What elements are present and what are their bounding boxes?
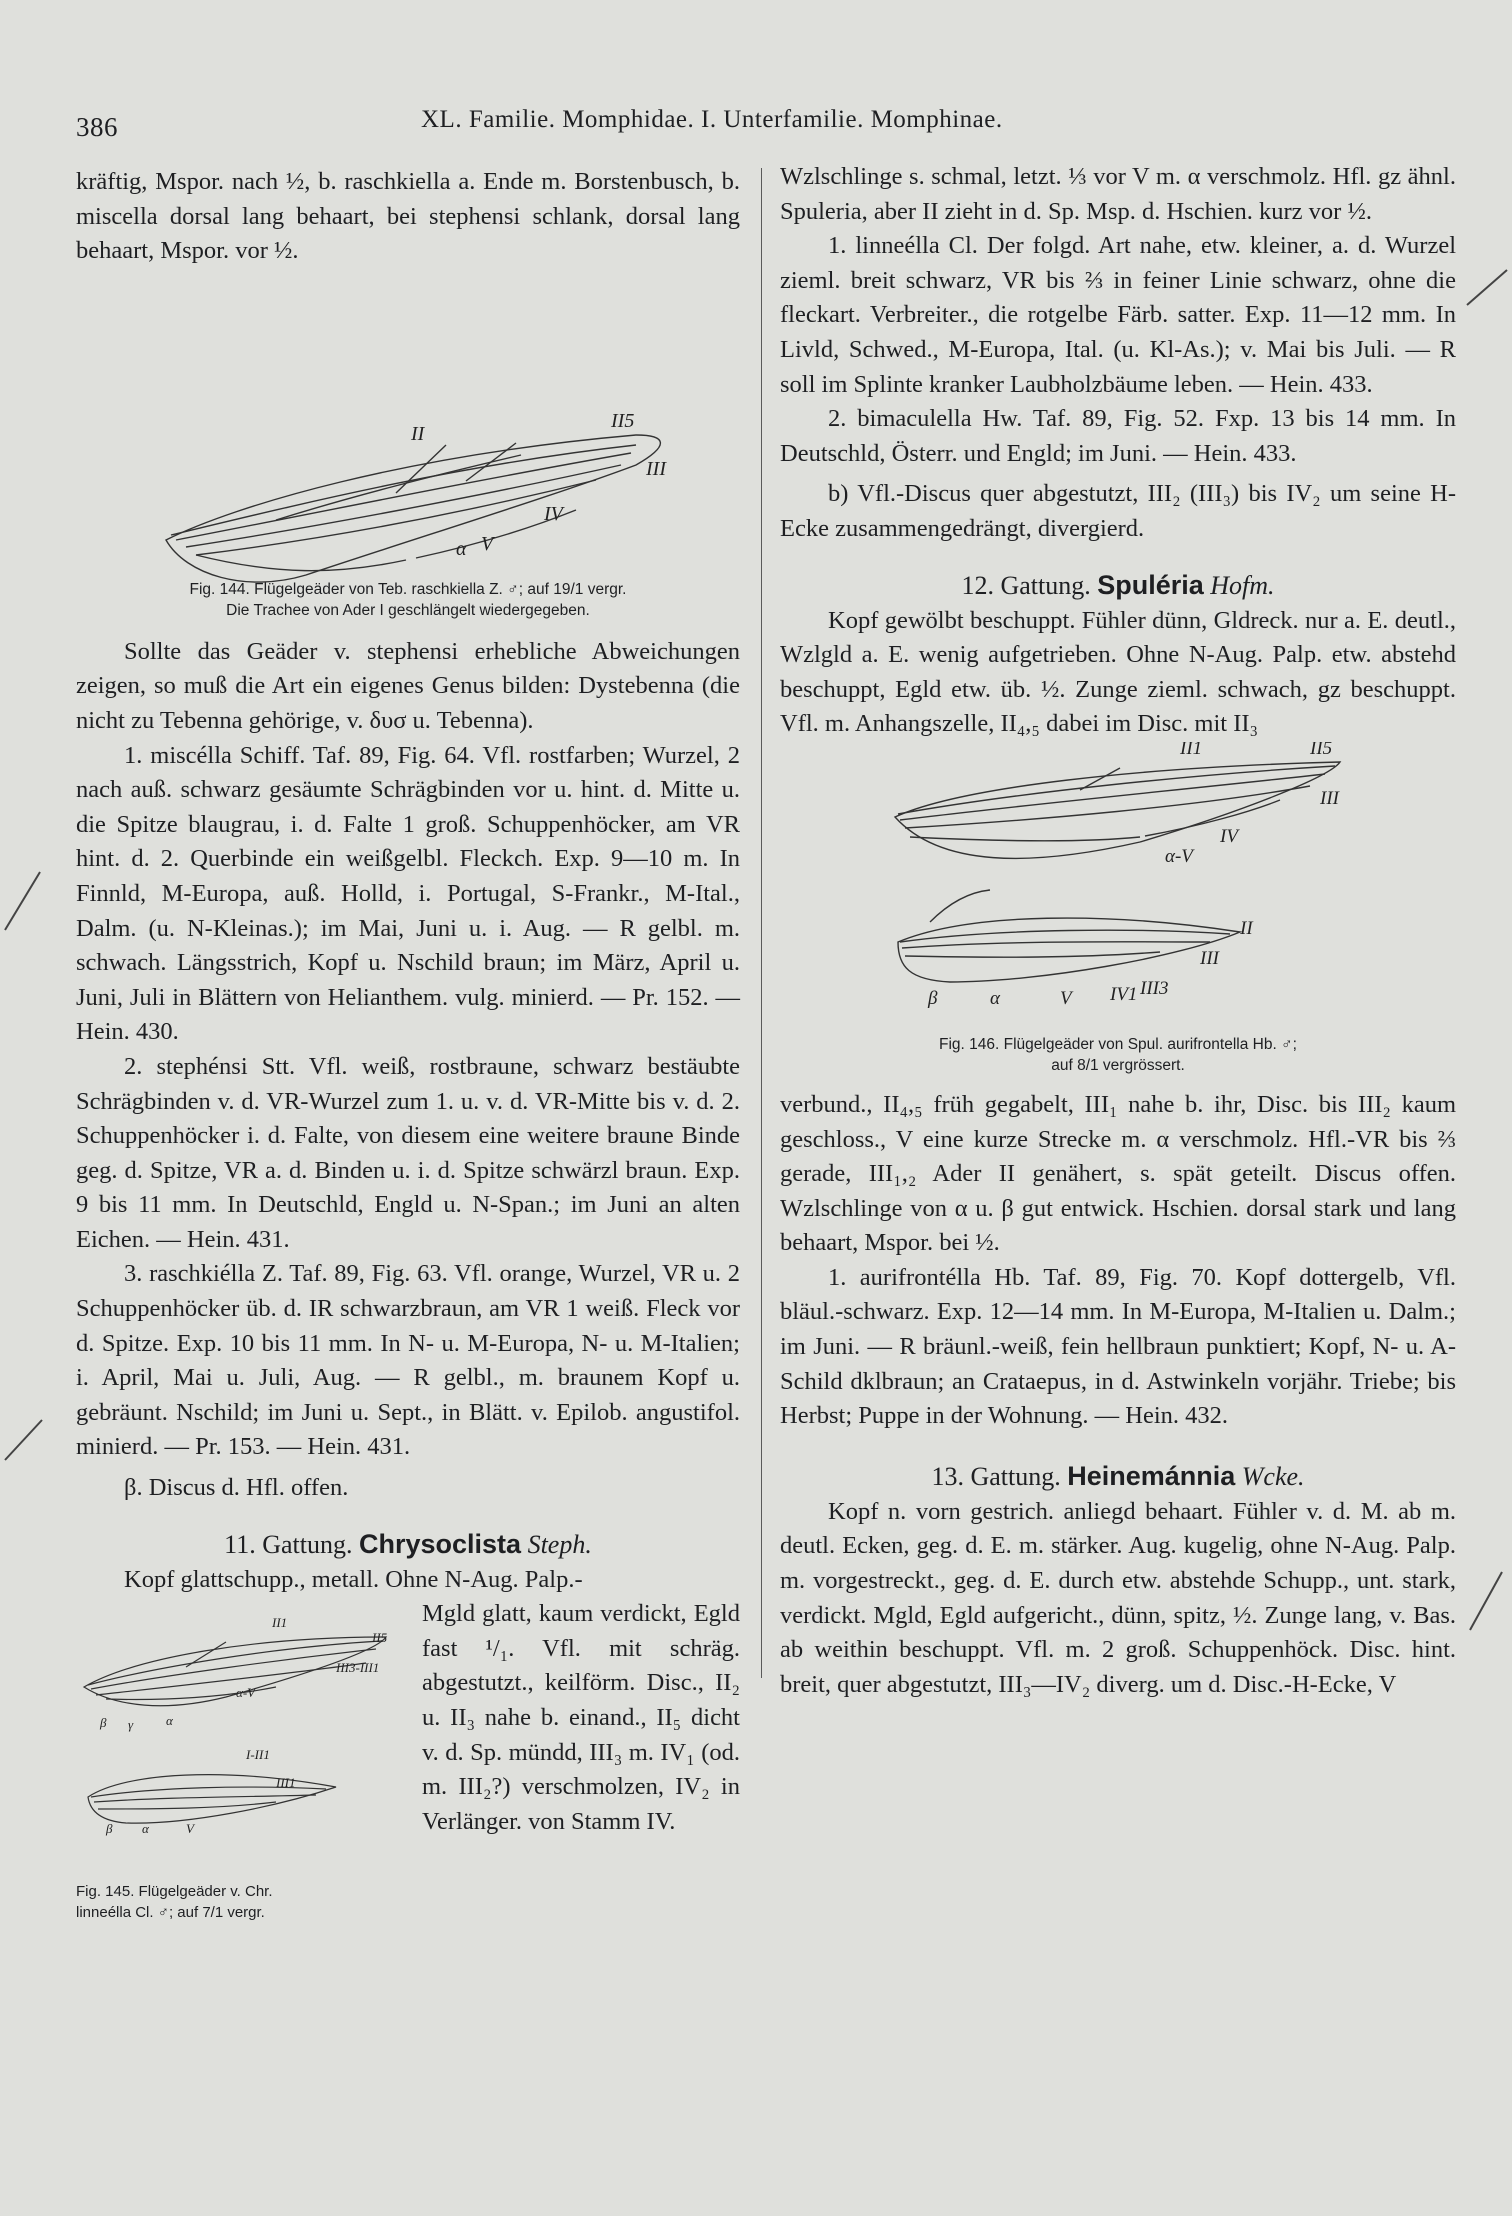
- vein-label: III: [1320, 787, 1339, 809]
- paragraph-right-3: verbund., II₄,₅ früh gegabelt, III₁ nahe b. ihr, Disc. bis III₂ kaum geschloss., V eine kurze Strecke m. α verschmolz. Hfl.-VR bis ⅔ gerade, III₁,₂ Ader II genähert, s. spät geteilt. Discus offen. Wzlschlinge von α u. β gut entwick. Hschien. dorsal stark und lang behaart, Mspor. bei ½.: [780, 1090, 1456, 1257]
- vein-label: II5: [611, 409, 635, 432]
- genus-number: 12. Gattung.: [961, 570, 1091, 600]
- species-aurifrontella: 1. aurifrontélla Hb. Taf. 89, Fig. 70. Kopf dottergelb, Vfl. bläul.-schwarz. Exp. 12—14 mm. In M-Europa, M-Italien u. Dalm.; im Juni. — R bräunl.-weiß, fein hellbraun punktiert; Kopf, N- u. A-Schild dklbraun; an Crataepus, in d. Astwinkeln vorjähr. Triebe; bis Herbst; Puppe in der Wohnung. — Hein. 432.: [780, 1263, 1456, 1430]
- page-number: 386: [76, 112, 118, 142]
- paragraph-left-1: kräftig, Mspor. nach ½, b. raschkiella a. Ende m. Borstenbusch, b. miscella dorsal lang behaart, bei stephensi schlank, dorsal lang behaart, Mspor. vor ½.: [76, 168, 740, 265]
- figure-145-block: [76, 1597, 740, 1937]
- vein-label: α-V: [1165, 845, 1193, 867]
- genus-number: 11. Gattung.: [224, 1529, 353, 1559]
- pencil-mark: [0, 1390, 50, 1470]
- figure-145-caption-2: linneélla Cl. ♂; auf 7/1 vergr.: [76, 1904, 265, 1922]
- vein-label: β: [928, 987, 938, 1009]
- figure-145-caption: Fig. 145. Flügelgeäder v. Chr.: [76, 1883, 273, 1901]
- vein-label: α-V: [236, 1685, 256, 1701]
- right-column: [780, 160, 1456, 1702]
- figure-144-caption-2: Die Trachee von Ader I geschlängelt wiedergegeben.: [226, 601, 590, 619]
- vein-label: α: [166, 1713, 173, 1729]
- genus-heading-11: [76, 1526, 740, 1563]
- vein-label: α: [456, 537, 467, 560]
- figure-144-caption: Fig. 144. Flügelgeäder von Teb. raschkiella Z. ♂; auf 19/1 vergr.: [189, 580, 627, 598]
- vein-label: IV: [544, 502, 563, 525]
- wing-venation-144: [76, 275, 740, 615]
- figure-146-caption: Fig. 146. Flügelgeäder von Spul. aurifrontella Hb. ♂;: [939, 1035, 1297, 1053]
- vein-label: α: [990, 987, 1000, 1009]
- species-raschkiella: 3. raschkiélla Z. Taf. 89, Fig. 63. Vfl. orange, Wurzel, VR u. 2 Schuppenhöcker üb. d. IR schwarzbraun, am VR 1 weiß. Fleck vor d. Spitze. Exp. 10 bis 11 mm. In N- u. M-Europa, N- u. M-Italien; i. April, Mai u. Juli, Aug. — R gelbl., m. braunem Kopf u. gebräunt. Nschild; im Juni u. Sept., in Blätt. v. Epilob. angustifol. minierd. — Pr. 153. — Hein. 431.: [76, 1260, 740, 1461]
- column-divider: [761, 168, 762, 1678]
- wing-venation-146: [780, 742, 1456, 1042]
- paragraph-left-3: Kopf glattschupp., metall. Ohne N-Aug. Palp.-: [124, 1565, 583, 1593]
- vein-label: V: [186, 1821, 194, 1837]
- vein-label: III3: [1140, 977, 1169, 999]
- section-b: b) Vfl.-Discus quer abgestutzt, III₂ (III₃) bis IV₂ um seine H-Ecke zusammengedrängt, divergierd.: [780, 480, 1456, 542]
- vein-label: III: [1200, 947, 1219, 969]
- species-bimaculella: 2. bimaculella Hw. Taf. 89, Fig. 52. Fxp. 13 bis 14 mm. In Deutschld, Österr. und Engld; im Juni. — Hein. 433.: [780, 405, 1456, 467]
- vein-label: β: [106, 1821, 113, 1837]
- genus-author: Hofm.: [1210, 570, 1275, 600]
- vein-label: II1: [272, 1615, 288, 1631]
- genus-name: Heinemánnia: [1067, 1460, 1236, 1491]
- genus-number: 13. Gattung.: [931, 1461, 1061, 1491]
- vein-label: V: [1060, 987, 1072, 1009]
- vein-label: III3-III1: [336, 1660, 380, 1676]
- vein-label: IV: [1220, 825, 1238, 847]
- pencil-mark: [0, 860, 50, 940]
- vein-label: II: [411, 422, 425, 445]
- vein-label: II5: [1310, 741, 1333, 759]
- vein-label: V: [481, 532, 494, 555]
- left-column: [76, 165, 740, 1937]
- genus-name: Spuléria: [1097, 569, 1204, 600]
- species-miscella: 1. miscélla Schiff. Taf. 89, Fig. 64. Vfl. rostfarben; Wurzel, 2 nach auß. schwarz gesäumte Schrägbinden vor u. hint. d. Mitte u. die Spitze blaugrau, i. d. Falte 1 groß. Schuppenhöcker, am VR hint. d. 2. Querbinde ein weißgelbl. Fleckch. Exp. 9—10 m. In Finnld, M-Europa, auß. Holld, i. Portugal, S-Frankr., M-Ital., Dalm. (u. N-Kleinas.); im Mai, Juni u. i. Aug. — R gelbl. m. schwach. Längsstrich, Kopf u. Nschild braun; im März, April u. Juni, Juli in Blättern von Helianthem. vulg. minierd. — Pr. 152. — Hein. 430.: [76, 741, 740, 1046]
- vein-label: IV1: [1110, 983, 1138, 1005]
- running-title: XL. Familie. Momphidae. I. Unterfamilie. Momphinae.: [421, 106, 1003, 133]
- genus-heading-12: [780, 567, 1456, 604]
- figure-146-caption-2: auf 8/1 vergrössert.: [1051, 1056, 1185, 1074]
- running-header: [76, 106, 1436, 140]
- paragraph-left-2: Sollte das Geäder v. stephensi erhebliche Abweichungen zeigen, so muß die Art ein eigenes Genus bilden: Dystebenna (die nicht zu Tebenna gehörige, v. δυσ u. Tebenna).: [76, 637, 740, 734]
- figure-146: [780, 742, 1456, 1042]
- paragraph-left-3b: Mgld glatt, kaum verdickt, Egld fast ¹/₁. Vfl. mit schräg. abgestutzt., keilförm. Disc., II₂ u. II₃ nahe b. einand., II₅ dicht v. d. Sp. mündd, III₃ m. IV₁ (od. m. III₂?) verschmolzen, IV₂ in Verlänger. von Stamm IV.: [422, 1600, 740, 1835]
- paragraph-right-1: Wzlschlinge s. schmal, letzt. ⅓ vor V m. α verschmolz. Hfl. gz ähnl. Spuleria, aber II zieht in d. Sp. Msp. d. Hschien. kurz vor ½.: [780, 163, 1456, 225]
- section-beta: β. Discus d. Hfl. offen.: [124, 1474, 349, 1502]
- vein-label: γ: [128, 1717, 134, 1733]
- wing-venation-145: [76, 1597, 398, 1887]
- vein-label: II5: [372, 1630, 388, 1646]
- vein-label: III1: [276, 1775, 296, 1791]
- vein-label: β: [100, 1715, 107, 1731]
- pencil-mark: [1462, 1560, 1512, 1640]
- vein-label: α: [142, 1821, 149, 1837]
- genus-heading-13: [780, 1458, 1456, 1495]
- species-linneella: 1. linneélla Cl. Der folgd. Art nahe, etw. kleiner, a. d. Wurzel zieml. breit schwarz, VR bis ⅔ in feiner Linie schwarz, ohne die fleckart. Verbreiter., die rotgelbe Färb. satter. Exp. 11—12 mm. In Livld, Schwed., M-Europa, Ital. (u. Kl-As.); v. Mai bis Juli. — R soll im Splinte kranker Laubholzbäume leben. — Hein. 433.: [780, 232, 1456, 398]
- vein-label: II: [1240, 917, 1253, 939]
- paragraph-right-2: Kopf gewölbt beschuppt. Fühler dünn, Gldreck. nur a. E. deutl., Wzlgld a. E. wenig aufgetrieben. Ohne N-Aug. Palp. etw. abstehd beschuppt, Egld etw. üb. ½. Zunge zieml. schwach, gz beschuppt. Vfl. m. Anhangszelle, II₄,₅ dabei im Disc. mit II₃: [780, 606, 1456, 738]
- genus-author: Steph.: [527, 1529, 592, 1559]
- figure-145: [76, 1597, 398, 1923]
- species-stephensi: 2. stephénsi Stt. Vfl. weiß, rostbraune, schwarz bestäubte Schrägbinden v. d. VR-Wurzel zum 1. u. v. d. VR-Mitte bis v. d. 2. Schuppenhöcker i. d. Falte, von diesem eine weitere braune Binde geg. d. Spitze, VR a. d. Binden u. i. d. Spitze schwärzl braun. Exp. 9 bis 11 mm. In Deutschld, Engld u. N-Span.; im Juni an alten Eichen. — Hein. 431.: [76, 1052, 740, 1253]
- paragraph-right-4: Kopf n. vorn gestrich. anliegd behaart. Fühler v. d. M. ab m. deutl. Ecken, geg. d. E. m. stärker. Aug. kugelig, ohne N-Aug. Palp. m. vorgestreckt., geg. d. E. durch etw. abstehde Schupp., unt. stark, verdickt. Mgld, Egld aufgericht., dünn, spitz, ½. Zunge lang, v. Bas. ab weithin beschuppt. Vfl. m. 2 groß. Schuppenhöck. Disc. hint. breit, quer abgestutzt, III₃—IV₂ diverg. um d. Disc.-H-Ecke, V: [780, 1497, 1456, 1698]
- pencil-mark: [1462, 260, 1512, 340]
- vein-label: I-II1: [246, 1747, 270, 1763]
- figure-144: [76, 275, 740, 615]
- vein-label: II1: [1180, 741, 1203, 759]
- genus-name: Chrysoclista: [358, 1528, 522, 1559]
- genus-author: Wcke.: [1241, 1461, 1305, 1491]
- vein-label: III: [646, 457, 666, 480]
